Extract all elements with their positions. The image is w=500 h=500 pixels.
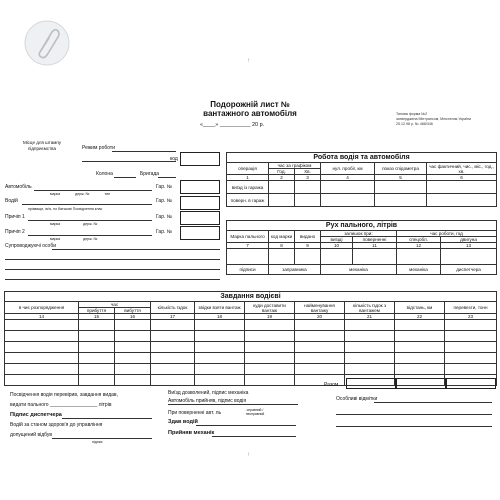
footer-left-6: підпис xyxy=(92,440,103,444)
driver-garage-label: Гар. № xyxy=(156,198,173,204)
trailer2-garage-label: Гар. № xyxy=(156,229,173,235)
task-num-16: 16 xyxy=(115,314,151,320)
table-row xyxy=(5,364,497,375)
task-num-23: 23 xyxy=(445,314,497,320)
car-make-sub: марка xyxy=(50,192,61,196)
fuel-cell[interactable] xyxy=(269,249,295,265)
trailer1-field[interactable] xyxy=(28,220,152,221)
car-num-sub: держ. № xyxy=(75,192,90,196)
task-cell[interactable] xyxy=(151,320,195,331)
task-cell[interactable] xyxy=(445,342,497,353)
task-num-14: 14 xyxy=(5,314,79,320)
task-col-count: кількість їздок xyxy=(151,302,195,314)
task-cell[interactable] xyxy=(79,353,115,364)
mode-field-2[interactable] xyxy=(82,161,176,162)
work-cell[interactable] xyxy=(427,194,497,207)
fuel-sig-mechanic2: механіка xyxy=(397,265,441,275)
footer-left-4: Водій за станом здоров'я до управління xyxy=(10,422,103,428)
notes-field-1[interactable] xyxy=(374,402,492,403)
task-col-customer: в чиє розпорядження xyxy=(5,302,79,314)
fuel-num-13: 13 xyxy=(441,243,497,249)
task-cell[interactable] xyxy=(195,331,245,342)
task-cell[interactable] xyxy=(5,331,79,342)
table-row xyxy=(5,320,497,331)
task-col-arrival: прибуття xyxy=(79,308,115,314)
footer-mid-3b: справний / несправний xyxy=(245,408,265,416)
task-cell[interactable] xyxy=(5,364,79,375)
trailer2-field[interactable] xyxy=(28,235,152,236)
escort-field-2[interactable] xyxy=(5,259,220,260)
task-col-time: час xyxy=(79,302,151,308)
fuel-sig-fueler: заправника xyxy=(269,265,321,275)
task-cell[interactable] xyxy=(5,353,79,364)
task-cell[interactable] xyxy=(151,353,195,364)
task-cell[interactable] xyxy=(295,342,345,353)
task-cell[interactable] xyxy=(79,331,115,342)
escort-label: Супроводжуючі особи xyxy=(5,243,56,249)
fuel-col-special: спецобл. xyxy=(397,237,441,243)
fuel-table xyxy=(226,220,497,275)
work-col-odometer: показ спідометра xyxy=(375,163,427,175)
footer-mid-3: При поверненні авт. ль xyxy=(168,410,222,416)
paperclip-icon xyxy=(22,18,72,68)
task-cell[interactable] xyxy=(115,364,151,375)
fuel-num-9: 9 xyxy=(295,243,321,249)
fuel-signatures-label: підписи xyxy=(227,265,269,275)
task-cell[interactable] xyxy=(245,331,295,342)
trailer1-label: Причіп 1 xyxy=(5,214,25,220)
task-cell[interactable] xyxy=(245,375,295,386)
car-garage-box[interactable] xyxy=(180,180,220,194)
title-line2: вантажного автомобіля xyxy=(203,109,297,118)
task-col-from: звідки взяти вантаж xyxy=(195,302,245,314)
brigade-field[interactable] xyxy=(158,177,176,178)
work-cell[interactable] xyxy=(269,194,295,207)
task-cell[interactable] xyxy=(195,353,245,364)
fuel-table-title: Рух пального, літрів xyxy=(227,221,497,231)
task-cell[interactable] xyxy=(115,375,151,386)
task-cell[interactable] xyxy=(295,320,345,331)
task-cell[interactable] xyxy=(395,353,445,364)
task-num-18: 18 xyxy=(195,314,245,320)
driver-garage-box[interactable] xyxy=(180,196,220,210)
driver-label: Водій xyxy=(5,198,18,204)
work-table xyxy=(226,152,497,207)
task-cell[interactable] xyxy=(445,331,497,342)
fuel-cell[interactable] xyxy=(321,249,353,265)
notes-field-3[interactable] xyxy=(336,426,492,427)
task-num-22: 22 xyxy=(395,314,445,320)
footer-left-2: видати пального _________________ літрів xyxy=(10,402,112,408)
title-line1: Подорожній лист № xyxy=(210,100,290,109)
work-col-minutes: Хв. xyxy=(295,169,321,175)
task-cell[interactable] xyxy=(79,320,115,331)
driver-field[interactable] xyxy=(22,204,152,205)
trailer1-num-sub: держ. № xyxy=(83,222,98,226)
stamp-line1: Типова форма №2 xyxy=(396,112,428,116)
work-col-zero-run: нул. пробіг, км xyxy=(321,163,375,175)
task-cell[interactable] xyxy=(295,353,345,364)
driver-signature-field[interactable] xyxy=(52,438,152,439)
task-col-distance: відстань, км xyxy=(395,302,445,314)
total-cell-3[interactable] xyxy=(446,378,496,389)
trailer1-make-sub: марка xyxy=(50,222,61,226)
date-line: «____» __________ 20 р. xyxy=(200,122,265,128)
fuel-col-issued: видано xyxy=(295,231,321,243)
mode-label: Режим роботи xyxy=(82,145,115,151)
dispatcher-signature-field[interactable] xyxy=(62,418,152,419)
footer-left-3: Підпис диспетчера xyxy=(10,412,62,418)
task-cell[interactable] xyxy=(195,342,245,353)
work-cell[interactable] xyxy=(375,194,427,207)
work-cell[interactable] xyxy=(427,181,497,194)
work-cell[interactable] xyxy=(375,181,427,194)
fuel-col-engine: двигуна xyxy=(441,237,497,243)
fuel-num-11: 11 xyxy=(353,243,397,249)
work-cell[interactable] xyxy=(321,194,375,207)
fuel-cell[interactable] xyxy=(227,249,269,265)
task-cell[interactable] xyxy=(245,320,295,331)
table-row xyxy=(5,353,497,364)
return-mechanic-field[interactable] xyxy=(212,436,296,437)
task-cell[interactable] xyxy=(5,375,79,386)
car-label: Автомобіль xyxy=(5,184,32,190)
work-table-title: Робота водія та автомобіля xyxy=(227,153,497,163)
work-cell[interactable] xyxy=(321,181,375,194)
work-num-6: 6 xyxy=(427,175,497,181)
work-cell[interactable] xyxy=(269,181,295,194)
task-cell[interactable] xyxy=(395,364,445,375)
fuel-sig-dispatcher: диспетчера xyxy=(441,265,497,275)
work-num-4: 4 xyxy=(321,175,375,181)
task-cell[interactable] xyxy=(395,320,445,331)
task-cell[interactable] xyxy=(115,353,151,364)
fuel-num-10: 10 xyxy=(321,243,353,249)
footer-mid-1: Виїзд дозволений, підпис механіка xyxy=(168,390,249,396)
table-row xyxy=(5,342,497,353)
task-cell[interactable] xyxy=(395,331,445,342)
work-num-2: 2 xyxy=(269,175,295,181)
task-cell[interactable] xyxy=(445,320,497,331)
task-col-departure: вибуття xyxy=(115,308,151,314)
task-cell[interactable] xyxy=(195,364,245,375)
total-label: Разом xyxy=(324,382,339,388)
trailer1-garage-label: Гар. № xyxy=(156,214,173,220)
work-cell[interactable] xyxy=(295,194,321,207)
task-cell[interactable] xyxy=(115,320,151,331)
task-table xyxy=(4,291,497,386)
task-cell[interactable] xyxy=(345,342,395,353)
fuel-num-8: 8 xyxy=(269,243,295,249)
form-title xyxy=(180,100,320,118)
trailer2-sublabels xyxy=(50,237,97,241)
trailer2-garage-box[interactable] xyxy=(180,226,220,240)
column-field[interactable] xyxy=(114,177,136,178)
task-cell[interactable] xyxy=(195,320,245,331)
fuel-cell[interactable] xyxy=(353,249,397,265)
brigade-label: Бригада xyxy=(140,171,160,177)
fuel-num-12: 12 xyxy=(397,243,441,249)
car-garage-label: Гар. № xyxy=(156,184,173,190)
footer-right-1: Особливі відмітки xyxy=(336,396,378,402)
task-cell[interactable] xyxy=(445,353,497,364)
fuel-col-worktime: час роботи, год xyxy=(397,231,497,237)
task-num-15: 15 xyxy=(79,314,115,320)
task-col-to: куди доставити вантаж xyxy=(245,302,295,314)
bottom-arrow-mark: ↑ xyxy=(247,452,250,458)
task-cell[interactable] xyxy=(295,331,345,342)
fuel-col-fuel: Марка пального xyxy=(227,231,269,243)
trailer2-num-sub: держ. № xyxy=(83,237,98,241)
total-cell-2[interactable] xyxy=(396,378,446,389)
fuel-cell[interactable] xyxy=(295,249,321,265)
work-col-actual: час фактичний, чис., міс., год., хв. xyxy=(427,163,497,175)
seal-label: Місце для штампу підприємства xyxy=(22,140,62,151)
work-cell[interactable] xyxy=(295,181,321,194)
car-sublabels xyxy=(50,192,110,196)
task-cell[interactable] xyxy=(79,342,115,353)
task-table-title: Завдання водієві xyxy=(5,292,497,302)
task-cell[interactable] xyxy=(395,342,445,353)
fuel-col-return: поверненні xyxy=(353,237,397,243)
task-cell[interactable] xyxy=(245,364,295,375)
driver-sublabel: прізвище, ім'я, по батькові Посвідчення клас xyxy=(28,207,103,211)
task-cell[interactable] xyxy=(245,353,295,364)
task-cell[interactable] xyxy=(151,331,195,342)
column-label: Колона xyxy=(96,171,113,177)
fuel-cell[interactable] xyxy=(441,249,497,265)
escort-field-3[interactable] xyxy=(5,269,220,270)
task-col-transport: перевезти, тонн xyxy=(445,302,497,314)
task-num-17: 17 xyxy=(151,314,195,320)
fuel-col-code: код марки xyxy=(269,231,295,243)
car-field[interactable] xyxy=(34,190,152,191)
fuel-col-remain: залишок при: xyxy=(321,231,397,237)
task-col-cargo: найменування вантажу xyxy=(295,302,345,314)
work-row-return: поверн. в гараж xyxy=(227,194,269,207)
task-cell[interactable] xyxy=(115,342,151,353)
stamp-line2: затверджена Мінтрансом, Мінстатом України xyxy=(396,117,472,121)
task-cell[interactable] xyxy=(195,375,245,386)
task-cell[interactable] xyxy=(345,320,395,331)
task-cell[interactable] xyxy=(115,331,151,342)
escort-field-4[interactable] xyxy=(5,279,220,280)
return-driver-field[interactable] xyxy=(196,425,296,426)
trailer1-garage-box[interactable] xyxy=(180,211,220,225)
work-row-depart: виїзд із гаража xyxy=(227,181,269,194)
stamp-line3: 25.12.98 р. № 488/346 xyxy=(396,122,433,126)
trailer2-label: Причіп 2 xyxy=(5,229,25,235)
task-cell[interactable] xyxy=(79,375,115,386)
task-num-20: 20 xyxy=(295,314,345,320)
work-col-operation: операція xyxy=(227,163,269,175)
table-row xyxy=(5,331,497,342)
code-label: код xyxy=(170,156,178,162)
mode-field[interactable] xyxy=(112,151,176,152)
trailer1-sublabels xyxy=(50,222,97,226)
work-num-3: 3 xyxy=(295,175,321,181)
task-col-tonnes: кількість їздок з вантажем xyxy=(345,302,395,314)
work-num-5: 5 xyxy=(375,175,427,181)
fuel-col-departure: виїзді xyxy=(321,237,353,243)
escort-field-1[interactable] xyxy=(52,249,220,250)
trailer2-make-sub: марка xyxy=(50,237,61,241)
work-col-schedule: час за графіком xyxy=(269,163,321,169)
fuel-sig-mechanic1: механіка xyxy=(321,265,397,275)
work-num-1: 1 xyxy=(227,175,269,181)
task-cell[interactable] xyxy=(5,320,79,331)
mechanic-signature-field[interactable] xyxy=(168,404,298,405)
task-cell[interactable] xyxy=(345,331,395,342)
task-cell[interactable] xyxy=(5,342,79,353)
task-cell[interactable] xyxy=(151,364,195,375)
task-cell[interactable] xyxy=(295,364,345,375)
car-type-sub: тип xyxy=(104,192,111,196)
footer-left-5: допущений відбув xyxy=(10,432,53,438)
footer-mid-2: Автомобіль прийняв, підпис водія xyxy=(168,398,247,404)
task-cell[interactable] xyxy=(245,342,295,353)
task-cell[interactable] xyxy=(345,353,395,364)
footer-left-1: Посвідчення водія перевірив, завдання видав, xyxy=(10,392,118,398)
top-arrow-mark: ↑ xyxy=(247,58,250,64)
fuel-num-7: 7 xyxy=(227,243,269,249)
task-cell[interactable] xyxy=(79,364,115,375)
task-num-21: 21 xyxy=(345,314,395,320)
task-cell[interactable] xyxy=(445,364,497,375)
footer-mid-4: Здав водій xyxy=(168,419,198,425)
notes-field-2[interactable] xyxy=(336,414,492,415)
task-cell[interactable] xyxy=(151,375,195,386)
task-cell[interactable] xyxy=(151,342,195,353)
footer-mid-5: Прийняв механік xyxy=(168,430,215,436)
fuel-cell[interactable] xyxy=(397,249,441,265)
task-cell[interactable] xyxy=(345,364,395,375)
total-cell-1[interactable] xyxy=(346,378,396,389)
task-num-19: 19 xyxy=(245,314,295,320)
form-stamp xyxy=(396,112,471,127)
code-box[interactable] xyxy=(180,152,220,166)
work-col-hours: Год. xyxy=(269,169,295,175)
